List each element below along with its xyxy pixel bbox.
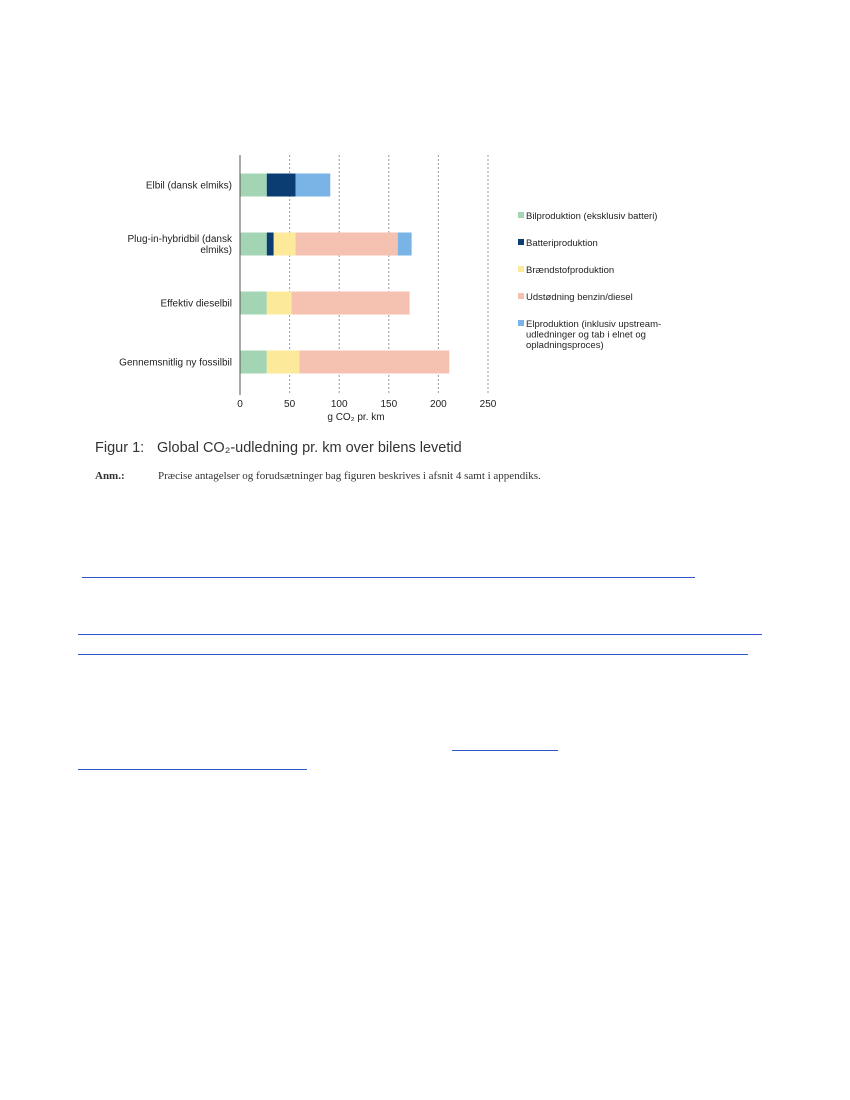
legend-label: udledninger og tab i elnet og xyxy=(526,329,646,341)
legend-label: Brændstofproduktion xyxy=(526,265,615,276)
figure-note-label: Anm.: xyxy=(95,470,125,482)
legend-swatch xyxy=(518,239,524,245)
legend-label: Bilproduktion (eksklusiv batteri) xyxy=(526,211,658,222)
category-label: elmiks) xyxy=(200,245,232,256)
x-tick-label: 200 xyxy=(430,399,447,410)
legend-swatch xyxy=(518,266,524,272)
legend-label: Udstødning benzin/diesel xyxy=(526,292,633,303)
legend-swatch xyxy=(518,293,524,299)
link-underline-5[interactable] xyxy=(78,769,307,770)
bar-segment xyxy=(292,292,410,315)
x-axis-title: g CO₂ pr. km xyxy=(327,412,385,423)
bar-segment xyxy=(267,351,300,374)
legend-swatch xyxy=(518,212,524,218)
bar-segment xyxy=(267,174,296,197)
bar-segment xyxy=(240,351,267,374)
figure-note xyxy=(95,470,541,482)
link-underline-2[interactable] xyxy=(78,634,762,635)
category-label: Effektiv dieselbil xyxy=(160,298,232,310)
x-tick-label: 50 xyxy=(284,399,296,410)
bar-segment xyxy=(267,233,274,256)
legend-label: opladningsproces) xyxy=(526,340,604,351)
legend-label: Elproduktion (inklusiv upstream- xyxy=(526,319,662,330)
bar-segment xyxy=(274,233,296,256)
legend-label: Batteriproduktion xyxy=(526,238,598,249)
x-tick-label: 150 xyxy=(380,399,398,410)
link-underline-4[interactable] xyxy=(452,750,558,751)
category-label: Elbil (dansk elmiks) xyxy=(145,180,232,192)
bar-segment xyxy=(267,292,292,315)
link-underline-3[interactable] xyxy=(78,654,748,655)
x-tick-label: 250 xyxy=(479,399,497,410)
bar-segment xyxy=(240,233,267,256)
figure-caption xyxy=(95,440,462,456)
x-tick-label: 100 xyxy=(330,399,348,410)
link-underline-1[interactable] xyxy=(82,577,695,578)
bar-segment xyxy=(398,233,412,256)
figure-note-text: Præcise antagelser og forudsætninger bag figuren beskrives i afsnit 4 samt i appendiks. xyxy=(158,470,541,482)
bar-segment xyxy=(296,233,398,256)
figure-caption-text: Global CO₂-udledning pr. km over bilens levetid xyxy=(157,440,462,456)
bar-segment xyxy=(240,174,267,197)
x-tick-label: 0 xyxy=(237,399,243,410)
bar-segment xyxy=(240,292,267,315)
category-label: Plug-in-hybridbil (dansk xyxy=(127,234,232,245)
figure-caption-label: Figur 1: xyxy=(95,440,145,456)
bar-segment xyxy=(296,174,331,197)
legend-swatch xyxy=(518,320,524,326)
bar-segment xyxy=(300,351,450,374)
category-label: Gennemsnitlig ny fossilbil xyxy=(119,357,232,369)
chart xyxy=(0,0,850,440)
